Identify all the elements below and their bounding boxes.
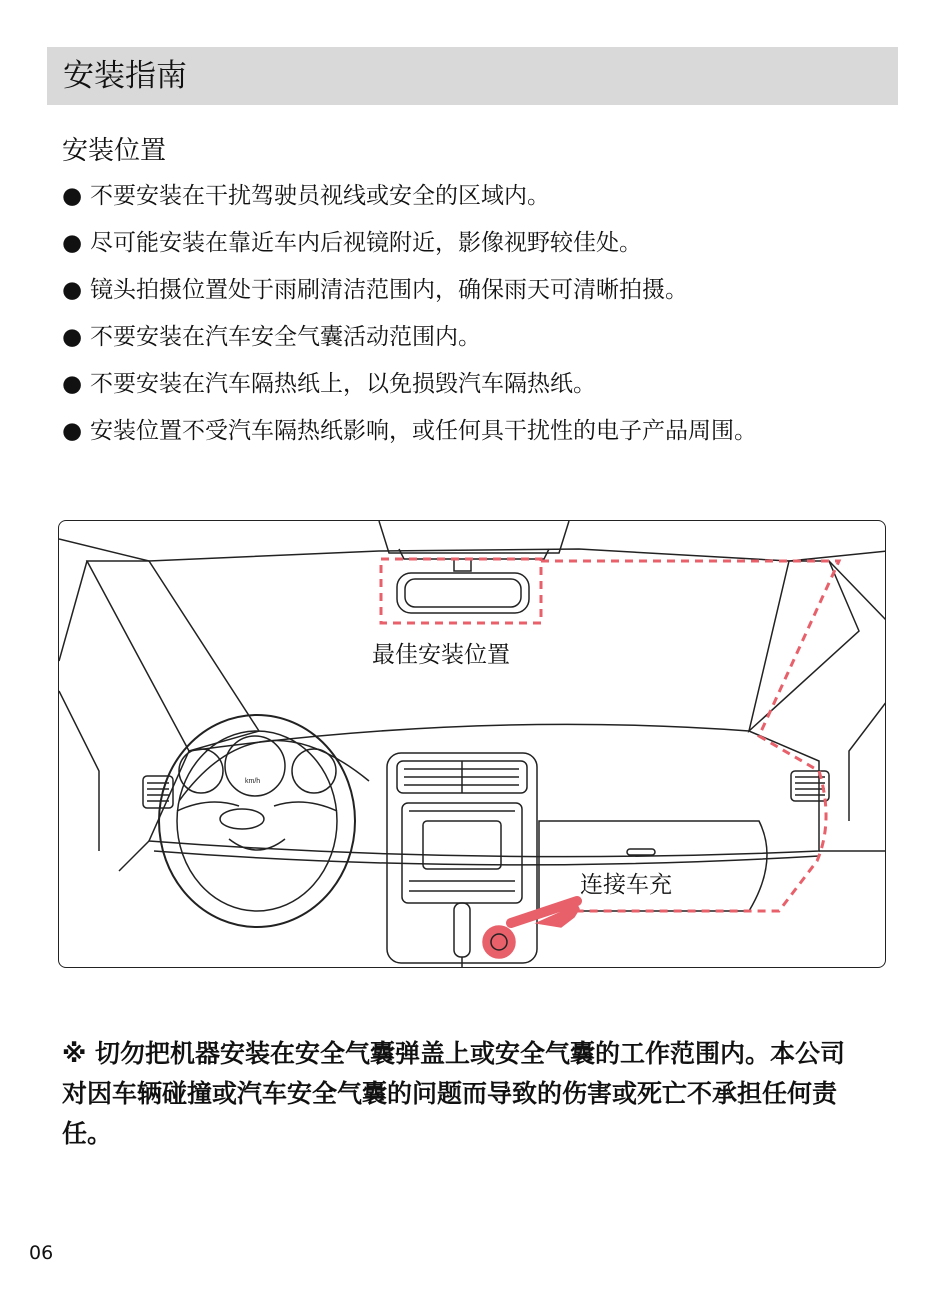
left-a-pillar: [87, 561, 259, 751]
bullet-icon: ●: [62, 183, 83, 209]
steering-logo: [220, 809, 264, 829]
page-title: 安装指南: [63, 58, 187, 94]
glovebox-handle: [627, 849, 655, 855]
steering-wheel-inner: [177, 731, 337, 911]
cable-route-icon: [539, 561, 839, 911]
left-pillar-edge: [59, 561, 87, 661]
speed-unit-label: km/h: [245, 778, 261, 785]
bullet-icon: ●: [62, 418, 83, 444]
list-item: [62, 413, 888, 449]
left-vent-slats: [147, 783, 169, 801]
radio-button-rows: [409, 811, 515, 891]
section-header-bar: [47, 47, 898, 105]
socket-highlight: [483, 926, 515, 958]
list-item-text: 尽可能安装在靠近车内后视镜附近，影像视野较佳处。: [90, 230, 642, 256]
left-door-line: [59, 691, 99, 851]
charger-label: 连接车充: [580, 872, 672, 898]
right-a-pillar: [749, 561, 859, 731]
list-item-text: 不要安装在汽车隔热纸上，以免损毁汽车隔热纸。: [90, 371, 596, 397]
car-interior-drawing: [59, 521, 886, 968]
left-air-vent-icon: [143, 776, 173, 808]
list-item-text: 不要安装在汽车安全气囊活动范围内。: [90, 324, 481, 350]
bullet-icon: ●: [62, 371, 83, 397]
page-number: 06: [29, 1242, 54, 1264]
bullet-icon: ●: [62, 277, 83, 303]
dash-left-corner: [119, 841, 149, 871]
bullet-icon: ●: [62, 324, 83, 350]
list-item: [62, 366, 888, 402]
bullet-icon: ●: [62, 230, 83, 256]
list-item: [62, 225, 888, 261]
dashboard-lower-edge: [154, 851, 819, 865]
right-pillar-edge: [829, 561, 886, 621]
steering-wheel-icon: [159, 715, 355, 927]
list-item: [62, 178, 888, 214]
list-item-text: 不要安装在干扰驾驶员视线或安全的区域内。: [90, 183, 550, 209]
list-item: [62, 319, 888, 355]
bullet-list: [62, 178, 888, 460]
overhead-console: [379, 521, 569, 553]
list-item-text: 镜头拍摄位置处于雨刷清洁范围内，确保雨天可清晰拍摄。: [90, 277, 688, 303]
best-position-label: 最佳安装位置: [372, 642, 510, 668]
car-interior-illustration: [58, 520, 886, 968]
list-item: [62, 272, 888, 308]
mirror-mount: [454, 559, 471, 571]
right-gauge-icon: [292, 749, 336, 793]
rearview-mirror-glass: [405, 579, 521, 607]
right-door-line: [849, 701, 886, 821]
radio-panel: [402, 803, 522, 903]
display-screen-icon: [423, 821, 501, 869]
list-item-text: 安装位置不受汽车隔热纸影响，或任何具干扰性的电子产品周围。: [90, 418, 757, 444]
section-title: 安装位置: [62, 136, 167, 166]
speedometer-icon: [225, 736, 285, 796]
safety-warning: ※ 切勿把机器安装在安全气囊弹盖上或安全气囊的工作范围内。本公司对因车辆碰撞或汽车安全气囊的问题而导致的伤害或死亡不承担任何责任。: [62, 1039, 846, 1148]
left-gauge-icon: [179, 749, 223, 793]
right-vent-slats: [795, 777, 825, 795]
gear-shift-icon: [454, 903, 470, 957]
